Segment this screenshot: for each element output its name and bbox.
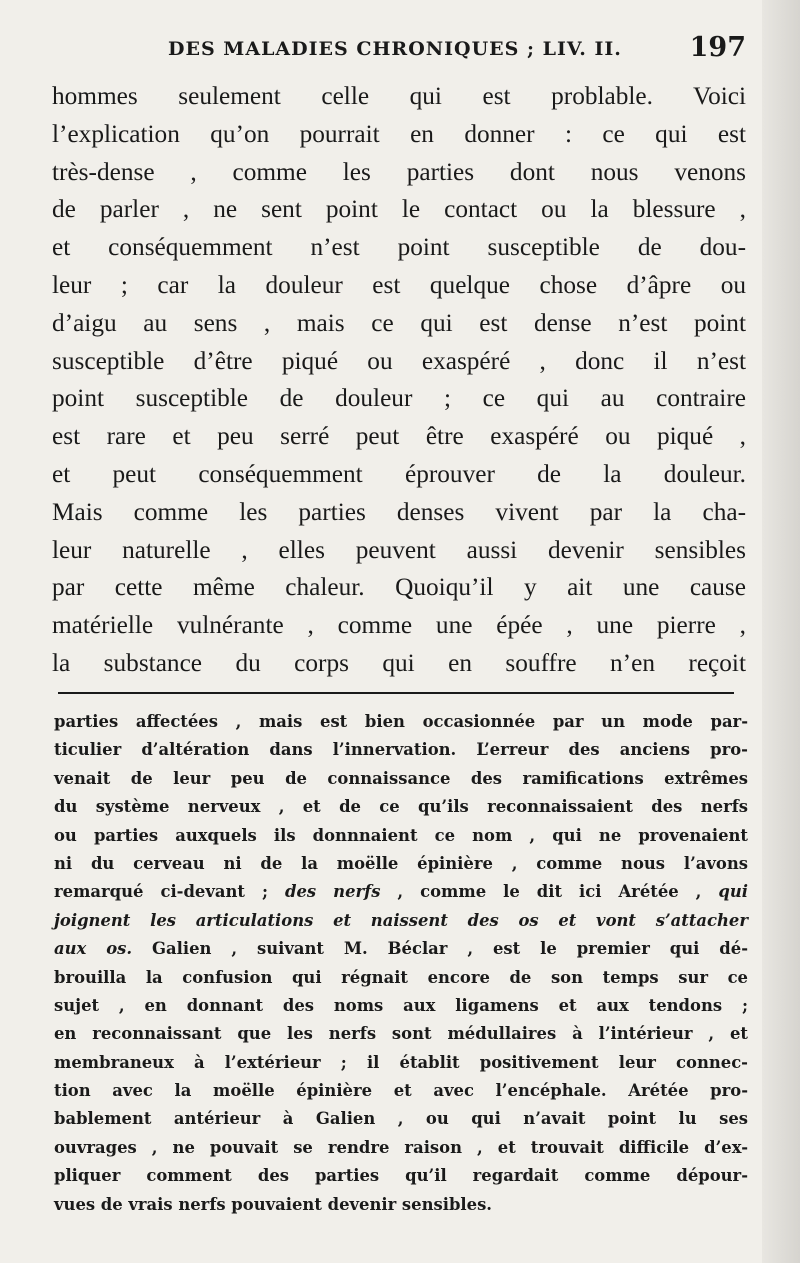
text-line: l’explication qu’on pourrait en donner : ce qui est	[52, 119, 746, 148]
footnote-line: venait de leur peu de connaissance des ramifications extrêmes	[54, 768, 748, 788]
footnote-text: remarqué ci-devant ;	[54, 882, 269, 902]
footnote-line: bablement antérieur à Galien , ou qui n’avait point lu ses	[54, 1109, 748, 1129]
footnote-text: Galien , suivant M. Béclar , est le premier qui dé-	[152, 939, 748, 959]
footnote-line: vues de vrais nerfs pouvaient devenir sensibles.	[54, 1194, 493, 1214]
footnote-italic-text: aux os.	[54, 939, 133, 959]
text-line: par cette même chaleur. Quoiqu’il y ait une cause	[52, 573, 746, 602]
text-line: et peut conséquemment éprouver de la douleur.	[52, 459, 746, 488]
text-line: hommes seulement celle qui est problable. Voici	[52, 82, 746, 110]
page-header	[58, 32, 750, 72]
text-line: susceptible d’être piqué ou exaspéré , donc il n’est	[52, 346, 746, 375]
text-line: est rare et peu serré peut être exaspéré ou piqué ,	[52, 422, 746, 451]
text-line: matérielle vulnérante , comme une épée , une pierre ,	[52, 611, 746, 640]
footnote-italic-text: joignent les articulations et naissent des os et vont s’attacher	[54, 910, 748, 930]
footnote-line: pliquer comment des parties qu’il regardait comme dépour-	[54, 1166, 748, 1186]
text-line: et conséquemment n’est point susceptible de dou-	[52, 233, 746, 262]
running-head: DES MALADIES CHRONIQUES ; LIV. II.	[168, 38, 622, 60]
footnote-italic-text: qui	[718, 882, 748, 902]
text-line: de parler , ne sent point le contact ou la blessure ,	[52, 195, 746, 224]
text-line: très-dense , comme les parties dont nous venons	[52, 157, 746, 186]
main-text-block	[52, 78, 746, 683]
footnote-separator-rule	[58, 692, 734, 694]
footnote-line: en reconnaissant que les nerfs sont médullaires à l’intérieur , et	[54, 1024, 748, 1044]
footnote-line: ni du cerveau ni de la moëlle épinière , comme nous l’avons	[54, 853, 748, 873]
footnote-line: ouvrages , ne pouvait se rendre raison , et trouvait difficile d’ex-	[54, 1137, 748, 1157]
footnote-line: ou parties auxquels ils donnnaient ce nom , qui ne provenaient	[54, 825, 748, 845]
footnote-line	[54, 878, 748, 906]
footnote-italic-text: des nerfs	[285, 882, 381, 902]
footnote-line: parties affectées , mais est bien occasionnée par un mode par-	[54, 712, 748, 731]
text-line: leur naturelle , elles peuvent aussi devenir sensibles	[52, 535, 746, 564]
text-line: point susceptible de douleur ; ce qui au contraire	[52, 384, 746, 413]
footnote-line: ticulier d’altération dans l’innervation. L’erreur des anciens pro-	[54, 740, 748, 760]
facing-page-edge	[762, 0, 800, 1263]
footnote-text: , comme le dit ici Arétée ,	[397, 882, 702, 902]
footnote-block	[54, 708, 748, 1219]
footnote-line	[54, 907, 748, 935]
text-line: la substance du corps qui en souffre n’en reçoit	[52, 648, 746, 677]
text-line: Mais comme les parties denses vivent par la cha-	[52, 497, 746, 526]
text-line: d’aigu au sens , mais ce qui est dense n’est point	[52, 308, 746, 337]
footnote-line	[54, 935, 748, 963]
footnote-line: sujet , en donnant des noms aux ligamens et aux tendons ;	[54, 995, 748, 1015]
footnote-line: membraneux à l’extérieur ; il établit positivement leur connec-	[54, 1052, 748, 1072]
footnote-line: du système nerveux , et de ce qu’ils reconnaissaient des nerfs	[54, 797, 748, 817]
text-line: leur ; car la douleur est quelque chose d’âpre ou	[52, 270, 746, 299]
page-number: 197	[689, 32, 746, 63]
footnote-line: tion avec la moëlle épinière et avec l’encéphale. Arétée pro-	[54, 1081, 748, 1101]
footnote-line: brouilla la confusion qui régnait encore de son temps sur ce	[54, 967, 748, 987]
